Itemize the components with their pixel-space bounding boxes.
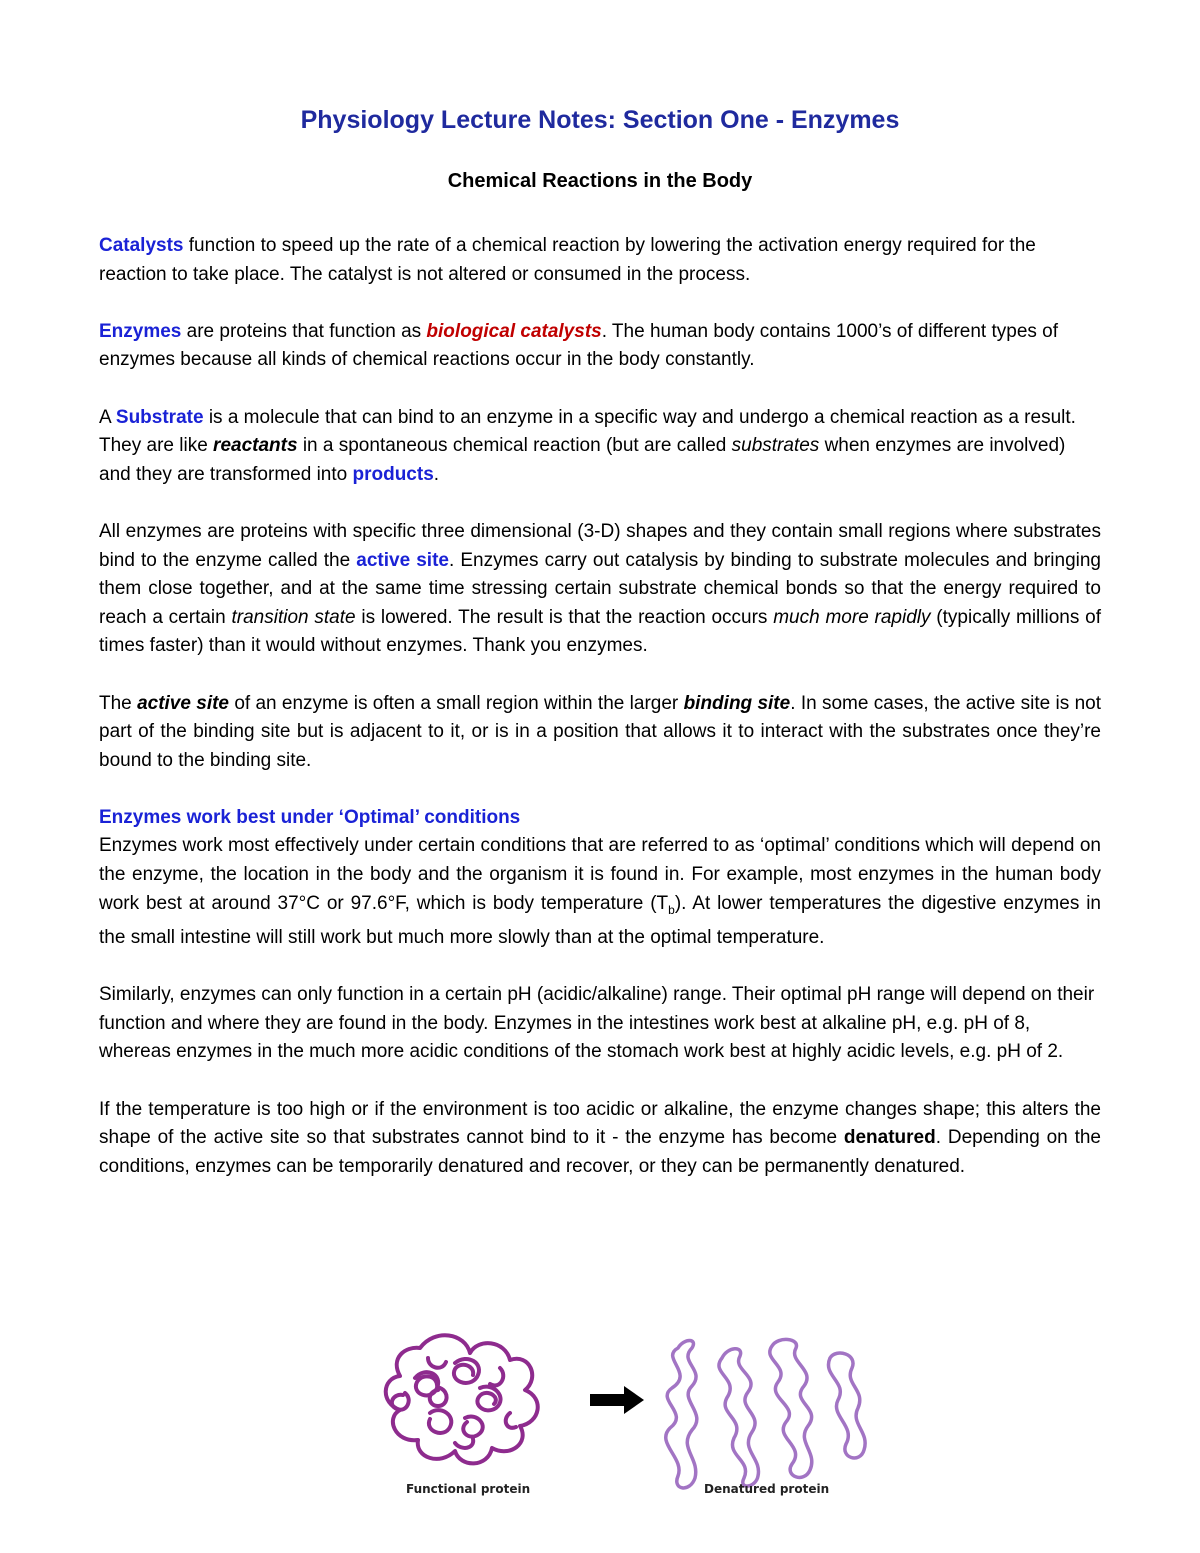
page-title: Physiology Lecture Notes: Section One - Enzymes xyxy=(300,106,900,134)
term-transition-state: transition state xyxy=(231,606,356,628)
subscript-b: b xyxy=(668,902,675,917)
functional-protein-illustration xyxy=(386,1335,538,1463)
paragraph-optimal-temperature: Enzymes work most effectively under certain conditions that are referred to as ‘optimal’ conditions which will depend on the enzyme, the location in the body and the organism it is found in. For example, most enzymes in the human body work best at around 37°C or 97.6°F, which is body temperature $(T_b)$. At lower temperatures the digestive enzymes in the small intestine will still work but much more slowly than at the optimal temperature. xyxy=(99,835,1101,949)
section-subtitle: Chemical Reactions in the Body xyxy=(447,170,753,192)
term-substrates: substrates xyxy=(731,435,820,457)
protein-figure xyxy=(360,1318,880,1503)
protein-diagram xyxy=(360,1318,880,1503)
term-active-site: active site xyxy=(356,549,449,571)
paragraph-denatured: If the temperature is too high or if the environment is too acidic or alkaline, the enzyme changes shape; this alters the shape of the active site so that substrates cannot bind to it - the enzyme has become denatured. Depending on the conditions, enzymes can be temporarily denatured and recover, or they can be permanently denatured. xyxy=(99,1098,1101,1177)
term-denatured: denatured xyxy=(843,1127,936,1149)
term-active-site-italic: active site xyxy=(137,692,229,714)
term-reactants: reactants xyxy=(213,435,298,457)
term-binding-site: binding site xyxy=(683,692,791,714)
paragraph-binding-site: The active site of an enzyme is often a small region within the larger binding site. In some cases, the active site is not part of the binding site but is adjacent to it, or is in a position that allows it to interact with the substrates once they’re bound to the binding site. xyxy=(99,692,1101,771)
term-catalysts: Catalysts xyxy=(99,235,184,256)
document-page xyxy=(99,100,1101,1181)
section-heading-optimal: Enzymes work best under ‘Optimal’ conditions xyxy=(99,806,521,828)
term-products: products xyxy=(352,463,434,485)
denatured-protein-illustration xyxy=(666,1339,865,1488)
paragraph-active-site: All enzymes are proteins with specific three dimensional (3-D) shapes and they contain small regions where substrates bind to the enzyme called the active site. Enzymes carry out catalysis by binding to substrate molecules and bringing them close together, and at the same time stressing certain substrate chemical bonds so that the energy required to reach a certain transition state is lowered. The result is that the reaction occurs much more rapidly (typically millions of times faster) than it would without enzymes. Thank you enzymes. xyxy=(99,520,1101,657)
denatured-protein-caption: Denatured protein xyxy=(704,1482,830,1496)
term-substrate: Substrate xyxy=(115,406,204,428)
paragraph-ph: Similarly, enzymes can only function in a certain pH (acidic/alkaline) range. Their optimal pH range will depend on their function and where they are found in the body. Enzymes in the intestines work best at alkaline pH, e.g. pH of 8, whereas enzymes in the much more acidic conditions of the stomach work best at highly acidic levels, e.g. pH of 2. xyxy=(99,984,1095,1063)
paragraph-substrate: A Substrate is a molecule that can bind to an enzyme in a specific way and undergo a chemical reaction as a result. They are like reactants in a spontaneous chemical reaction (but are called substrates when enzymes are involved) and they are transformed into products. xyxy=(99,406,1076,485)
term-enzymes: Enzymes xyxy=(99,320,182,342)
term-biological-catalysts: biological catalysts xyxy=(426,320,602,342)
functional-protein-caption: Functional protein xyxy=(406,1482,531,1496)
arrow-right-icon xyxy=(590,1386,644,1414)
paragraph-catalysts: Catalysts function to speed up the rate of a chemical reaction by lowering the activation energy required for the reaction to take place. The catalyst is not altered or consumed in the process. xyxy=(99,235,1036,285)
paragraph-enzymes: Enzymes are proteins that function as biological catalysts. The human body contains 1000’s of different types of enzymes because all kinds of chemical reactions occur in the body constantly. xyxy=(99,320,1059,371)
term-much-more-rapidly: much more rapidly xyxy=(773,606,931,628)
